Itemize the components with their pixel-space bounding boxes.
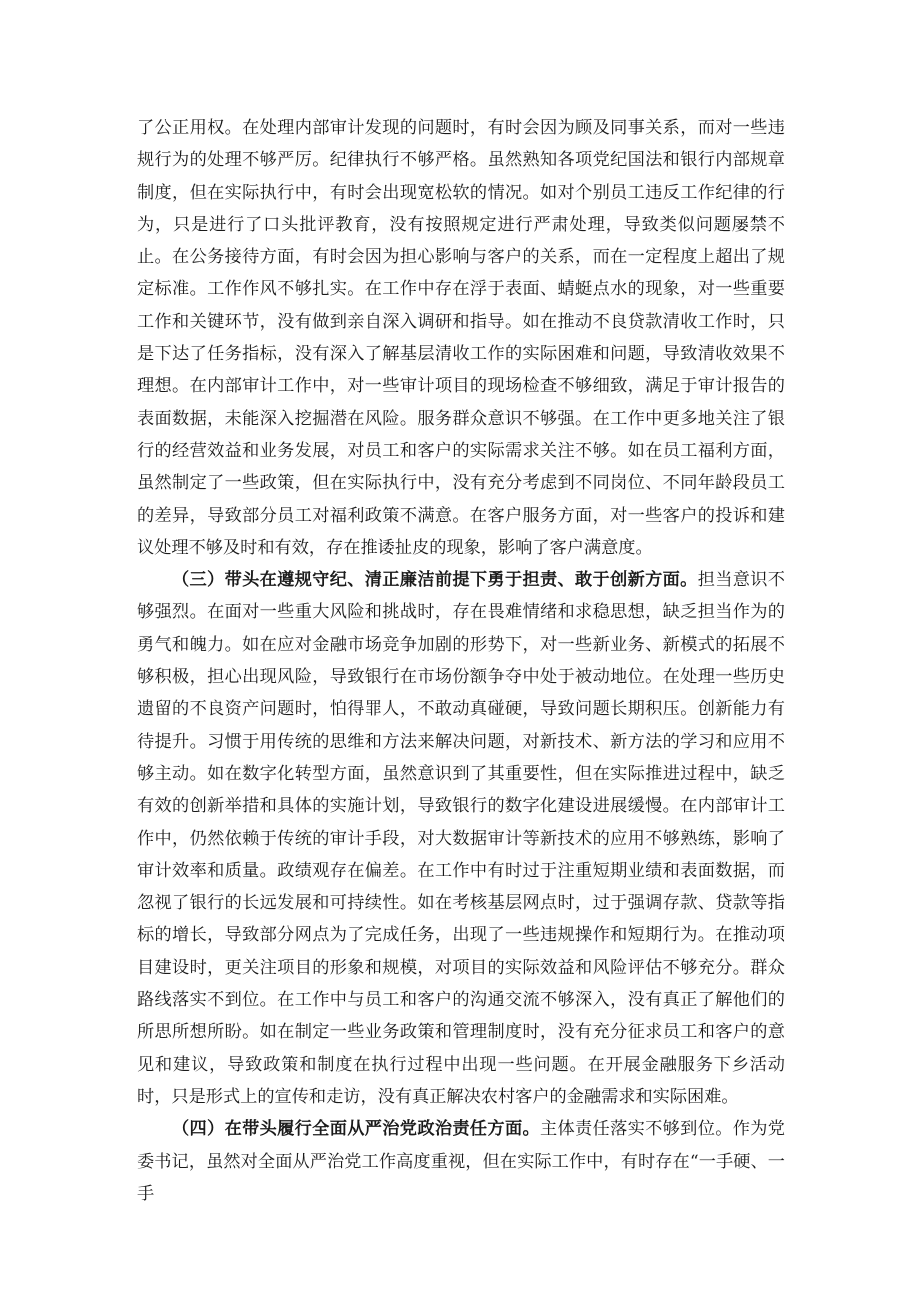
paragraph-section-3 [137, 564, 785, 1113]
paragraph-continuation [137, 112, 785, 564]
paragraph-text: 主体责任落实不够到位。作为党委书记，虽然对全面从严治党工作高度重视，但在实际工作中，有时存在“一手硬、一手 [137, 1119, 785, 1204]
section-heading: （三）带头在遵规守纪、清正廉洁前提下勇于担责、敢于创新方面。 [172, 570, 698, 591]
paragraph-section-4 [137, 1113, 785, 1210]
paragraph-text: 了公正用权。在处理内部审计发现的问题时，有时会因为顾及同事关系，而对一些违规行为的处理不够严厉。纪律执行不够严格。虽然熟知各项党纪国法和银行内部规章制度，但在实际执行中，有时会出现宽松软的情况。如对个别员工违反工作纪律的行为，只是进行了口头批评教育，没有按照规定进行严肃处理，导致类似问题屡禁不止。在公务接待方面，有时会因为担心影响与客户的关系，而在一定程度上超出了规定标准。工作作风不够扎实。在工作中存在浮于表面、蜻蜓点水的现象，对一些重要工作和关键环节，没有做到亲自深入调研和指导。如在推动不良贷款清收工作时，只是下达了任务指标，没有深入了解基层清收工作的实际困难和问题，导致清收效果不理想。在内部审计工作中，对一些审计项目的现场检查不够细致，满足于审计报告的表面数据，未能深入挖掘潜在风险。服务群众意识不够强。在工作中更多地关注了银行的经营效益和业务发展，对员工和客户的实际需求关注不够。如在员工福利方面，虽然制定了一些政策，但在实际执行中，没有充分考虑到不同岗位、不同年龄段员工的差异，导致部分员工对福利政策不满意。在客户服务方面，对一些客户的投诉和建议处理不够及时和有效，存在推诿扯皮的现象，影响了客户满意度。 [137, 118, 785, 558]
section-heading: （四）在带头履行全面从严治党政治责任方面。 [172, 1119, 540, 1140]
document-body [137, 112, 785, 1210]
paragraph-text: 担当意识不够强烈。在面对一些重大风险和挑战时，存在畏难情绪和求稳思想，缺乏担当作为的勇气和魄力。如在应对金融市场竞争加剧的形势下，对一些新业务、新模式的拓展不够积极，担心出现风险，导致银行在市场份额争夺中处于被动地位。在处理一些历史遗留的不良资产问题时，怕得罪人，不敢动真碰硬，导致问题长期积压。创新能力有待提升。习惯于用传统的思维和方法来解决问题，对新技术、新方法的学习和应用不够主动。如在数字化转型方面，虽然意识到了其重要性，但在实际推进过程中，缺乏有效的创新举措和具体的实施计划，导致银行的数字化建设进展缓慢。在内部审计工作中，仍然依赖于传统的审计手段，对大数据审计等新技术的应用不够熟练，影响了审计效率和质量。政绩观存在偏差。在工作中有时过于注重短期业绩和表面数据，而忽视了银行的长远发展和可持续性。如在考核基层网点时，过于强调存款、贷款等指标的增长，导致部分网点为了完成任务，出现了一些违规操作和短期行为。在推动项目建设时，更关注项目的形象和规模，对项目的实际效益和风险评估不够充分。群众路线落实不到位。在工作中与员工和客户的沟通交流不够深入，没有真正了解他们的所思所想所盼。如在制定一些业务政策和管理制度时，没有充分征求员工和客户的意见和建议，导致政策和制度在执行过程中出现一些问题。在开展金融服务下乡活动时，只是形式上的宣传和走访，没有真正解决农村客户的金融需求和实际困难。 [137, 570, 785, 1107]
